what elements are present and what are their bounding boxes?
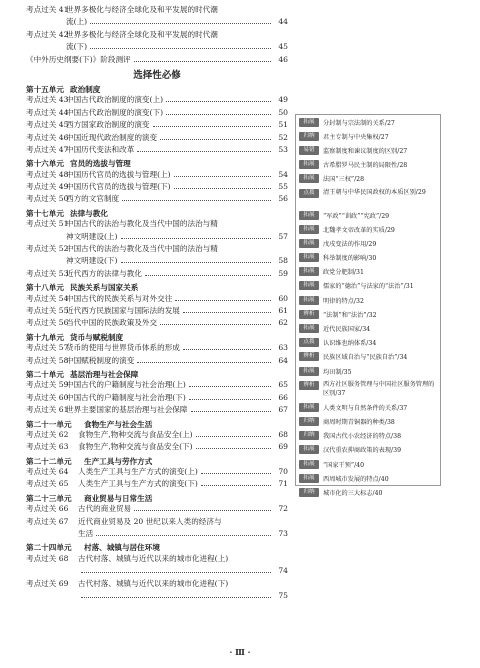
sidebar-item[interactable]: [296, 336, 440, 350]
sidebar-item[interactable]: [296, 429, 440, 443]
sidebar-item[interactable]: [296, 457, 440, 471]
item-text: 清王朝与中华民国政权的本质区别/29: [323, 188, 426, 196]
item-text: 城市化的三大标志/40: [323, 489, 383, 497]
entry-page: 54: [278, 169, 288, 179]
entry-title: 古代村落、城镇与近代以来的城市化进程(下): [78, 578, 229, 588]
sidebar-item[interactable]: [296, 443, 440, 457]
toc-entry[interactable]: [26, 406, 288, 418]
unit-number: 第十八单元: [26, 283, 64, 293]
entry-title: 人类生产工具与生产方式的演变(下): [78, 479, 198, 489]
item-tag: 拓展: [299, 460, 319, 469]
dot-leader: [160, 324, 271, 325]
entry-code: 考点过关 63: [26, 442, 69, 452]
unit-title: 官员的选拔与管理: [70, 159, 131, 169]
dot-leader: [189, 386, 271, 387]
item-tag: 拓展: [299, 445, 319, 454]
entry-code: 考点过关 49: [26, 182, 69, 192]
entry-title: 神文明建设(上): [66, 231, 118, 241]
toc-entry[interactable]: [26, 530, 288, 542]
entry-page: 50: [278, 107, 288, 117]
unit-number: 第二十三单元: [26, 493, 72, 503]
entry-page: 71: [278, 479, 288, 489]
entry-page: 45: [278, 42, 288, 52]
unit-title: 生产工具与劳作方式: [84, 456, 153, 466]
item-tag: 点拨: [299, 338, 319, 347]
entry-page: 46: [278, 54, 288, 64]
entry-title: 古代的商业贸易: [78, 504, 132, 514]
unit-title: 法律与教化: [70, 208, 108, 218]
item-text: 汉代重农抑商政策的表现/39: [323, 447, 402, 455]
toc-entry[interactable]: [26, 195, 288, 207]
entry-title: 中国赋税制度的演变: [66, 355, 135, 365]
sidebar-item[interactable]: [296, 265, 440, 279]
entry-code: 考点过关 59: [26, 380, 69, 390]
dot-leader: [160, 139, 271, 140]
item-text: 君主专制与中央集权/27: [323, 133, 389, 141]
entry-page: 56: [278, 194, 288, 204]
item-tag: 拓展: [299, 267, 319, 276]
sidebar-item[interactable]: [296, 364, 440, 378]
dot-leader: [134, 61, 271, 62]
entry-title: 中国古代政治制度的演变(上): [66, 95, 164, 105]
sidebar-item[interactable]: [296, 208, 440, 222]
unit-title: 村落、城镇与居住环境: [84, 543, 160, 553]
toc-entry[interactable]: [26, 220, 288, 232]
unit-title: 商业贸易与日常生活: [84, 493, 153, 503]
entry-page: 68: [278, 429, 288, 439]
item-text: 监察制度和谏议制度的区别/27: [323, 147, 408, 155]
dot-leader: [174, 188, 271, 189]
sidebar-item[interactable]: [296, 378, 440, 400]
entry-code: 考点过关 62: [26, 429, 69, 439]
sidebar-box: [295, 114, 441, 497]
unit-number: 第十七单元: [26, 208, 64, 218]
unit-number: 第二十四单元: [26, 543, 72, 553]
entry-title: 中国近现代政治制度的演变: [66, 132, 158, 142]
item-text: 人类文明与自然条件的关系/37: [323, 404, 408, 412]
entry-page: 59: [278, 268, 288, 278]
entry-code: 考点过关 65: [26, 479, 69, 489]
entry-title: 西方的文官制度: [66, 194, 120, 204]
unit-title: 货币与赋税制度: [70, 332, 124, 342]
entry-title: 食物生产,物种交流与食品安全(上): [78, 429, 193, 439]
sidebar-item[interactable]: [296, 279, 440, 293]
item-text: 明律的特点/32: [323, 297, 364, 305]
entry-title: 神文明建设(下): [66, 256, 118, 266]
unit-title: 政治制度: [70, 84, 101, 94]
item-text: 西方社区服务管理与中国社区服务管理的区别/37: [323, 381, 435, 398]
item-tag: 拓展: [299, 239, 319, 248]
dot-leader: [183, 349, 271, 350]
unit-heading: [26, 542, 288, 554]
sidebar-item[interactable]: [296, 115, 440, 129]
entry-title: 货币的使用与世界货币体系的形成: [66, 343, 180, 353]
sidebar-item[interactable]: [296, 186, 440, 208]
entry-code: 考点过关 64: [26, 467, 69, 477]
toc-entry[interactable]: [26, 270, 288, 282]
entry-title: 中国古代的户籍制度与社会治理(上): [66, 380, 186, 390]
entry-code: 考点过关 55: [26, 305, 69, 315]
entry-title: 中国古代的法治与教化及当代中国的法治与精: [66, 219, 218, 229]
item-text: 古希腊罗马民主制的局限性/28: [323, 162, 408, 170]
entry-title: 流(下): [66, 42, 88, 52]
entry-title: 古代村落、城镇与近代以来的城市化进程(上): [78, 553, 229, 563]
item-text: 我国古代小农经济的特点/38: [323, 433, 402, 441]
unit-number: 第二十一单元: [26, 419, 72, 429]
section-title: 选择性必修: [133, 69, 181, 81]
dot-leader: [196, 448, 271, 449]
toc-entry[interactable]: [26, 319, 288, 331]
dot-leader: [166, 114, 271, 115]
sidebar-item[interactable]: [296, 143, 440, 157]
item-tag: 辨析: [299, 352, 319, 361]
unit-title: 食物生产与社会生活: [84, 419, 153, 429]
unit-number: 第二十单元: [26, 369, 64, 379]
toc-entry[interactable]: [26, 257, 288, 269]
unit-number: 第十九单元: [26, 332, 64, 342]
toc-entry[interactable]: [26, 344, 288, 356]
entry-title: 当代中国的民族政策及外交: [66, 318, 158, 328]
entry-page: 63: [278, 343, 288, 353]
dot-leader: [90, 23, 271, 24]
entry-title: 中国历代官员的选拔与管理(上): [66, 169, 171, 179]
item-tag: 拓展: [299, 160, 319, 169]
toc-entry[interactable]: [26, 56, 288, 68]
dot-leader: [90, 48, 271, 49]
entry-code: 考点过关 52: [26, 244, 69, 254]
toc-entry[interactable]: [26, 96, 288, 108]
item-tag: 归纳: [299, 431, 319, 440]
item-tag: 归纳: [299, 132, 319, 141]
entry-page: 60: [278, 293, 288, 303]
unit-number: 第十六单元: [26, 159, 64, 169]
entry-page: 65: [278, 380, 288, 390]
entry-code: 考点过关 54: [26, 293, 69, 303]
unit-title: 基层治理与社会保障: [70, 369, 139, 379]
entry-title: 中国古代政治制度的演变(下): [66, 107, 164, 117]
item-text: 分封制与宗法制的关系/27: [323, 119, 395, 127]
entry-title: 食物生产,物种交流与食品安全(下): [78, 442, 193, 452]
entry-page: 62: [278, 318, 288, 328]
entry-title: 流(上): [66, 17, 88, 27]
entry-page: 74: [278, 566, 288, 576]
item-tag: 拓展: [299, 403, 319, 412]
entry-code: 考点过关 66: [26, 504, 69, 514]
entry-code: 考点过关 69: [26, 578, 69, 588]
dot-leader: [81, 572, 271, 573]
sidebar-item[interactable]: [296, 400, 440, 414]
item-text: 戊戌变法的作用/29: [323, 240, 377, 248]
sidebar-item[interactable]: [296, 321, 440, 335]
sidebar-item[interactable]: [296, 293, 440, 307]
item-text: “军政”“训政”“宪政”/29: [323, 212, 390, 220]
entry-code: 考点过关 48: [26, 169, 69, 179]
toc-entry[interactable]: [26, 555, 288, 567]
entry-title: 生活: [78, 529, 94, 539]
entry-code: 考点过关 46: [26, 132, 69, 142]
toc-entry[interactable]: [26, 18, 288, 30]
toc-entry[interactable]: [26, 146, 288, 158]
sidebar-item[interactable]: [296, 172, 440, 186]
dot-leader: [134, 510, 271, 511]
sidebar-item[interactable]: [296, 236, 440, 250]
toc-entry[interactable]: [26, 381, 288, 393]
entry-title: 中国历代变法和改革: [66, 144, 135, 154]
dot-leader: [121, 238, 272, 239]
item-tag: 拓展: [299, 118, 319, 127]
item-tag: 拓展: [299, 324, 319, 333]
entry-title: 近代商业贸易及 20 世纪以来人类的经济与: [78, 516, 222, 526]
dot-leader: [137, 151, 271, 152]
item-text: 均田制/35: [323, 368, 352, 376]
entry-code: 考点过关 58: [26, 355, 69, 365]
toc-entry[interactable]: [26, 567, 288, 579]
entry-page: 53: [278, 144, 288, 154]
entry-title: 中国古代的民族关系与对外交往: [66, 293, 173, 303]
entry-code: 考点过关 57: [26, 343, 69, 353]
item-tag: 拓展: [299, 225, 319, 234]
entry-title: 近代西方民族国家与国际法的发展: [66, 305, 180, 315]
item-tag: 拓展: [299, 296, 319, 305]
entry-title: 世界多极化与经济全球化及和平发展的时代潮: [66, 5, 218, 14]
entry-title: 中国古代的法治与教化及当代中国的法治与精: [66, 244, 218, 254]
item-text: 认识维也纳体系/34: [323, 340, 377, 348]
entry-code: 考点过关 53: [26, 268, 69, 278]
item-tag: 点拨: [299, 189, 319, 198]
sidebar-item[interactable]: [296, 350, 440, 364]
item-tag: 辨析: [299, 381, 319, 390]
sidebar-item[interactable]: [296, 251, 440, 265]
sidebar-item[interactable]: [296, 222, 440, 236]
dot-leader: [201, 485, 271, 486]
unit-heading: [26, 282, 288, 294]
toc-entry[interactable]: [26, 357, 288, 369]
sidebar-item[interactable]: [296, 158, 440, 172]
toc-entry[interactable]: [26, 580, 288, 592]
entry-page: 52: [278, 132, 288, 142]
dot-leader: [189, 399, 271, 400]
entry-page: 66: [278, 392, 288, 402]
sidebar-item[interactable]: [296, 307, 440, 321]
dot-leader: [183, 312, 271, 313]
item-tag: 易错: [299, 146, 319, 155]
item-tag: 拓展: [299, 211, 319, 220]
dot-leader: [196, 436, 271, 437]
entry-code: 考点过关 56: [26, 318, 69, 328]
entry-code: 考点过关 60: [26, 392, 69, 402]
item-tag: 拓展: [299, 174, 319, 183]
dot-leader: [137, 362, 271, 363]
sidebar-item[interactable]: [296, 129, 440, 143]
item-tag: 拓展: [299, 253, 319, 262]
item-text: 西周城市发展的特点/40: [323, 475, 389, 483]
sidebar-item[interactable]: [296, 414, 440, 428]
item-tag: 拓展: [299, 474, 319, 483]
item-text: 政党分肥制/31: [323, 269, 364, 277]
dot-leader: [122, 200, 271, 201]
toc-entry[interactable]: [26, 443, 288, 455]
item-text: 近代民族国家/34: [323, 326, 371, 334]
item-tag: 拓展: [299, 281, 319, 290]
page-number: · Ⅲ ·: [229, 647, 251, 657]
sidebar-item[interactable]: [296, 485, 440, 499]
entry-page: 49: [278, 95, 288, 105]
toc-entry[interactable]: [26, 518, 288, 530]
entry-page: 75: [278, 590, 288, 600]
entry-title: 《中外历史纲要(下)》阶段测评: [26, 54, 131, 64]
toc-entry[interactable]: [26, 121, 288, 133]
dot-leader: [153, 126, 271, 127]
item-text: 北魏孝文帝改革的实质/29: [323, 226, 395, 234]
entry-title: 中国历代官员的选拔与管理(下): [66, 182, 171, 192]
item-text: 儒家的“德治”与法家的“法治”/31: [323, 283, 414, 291]
unit-heading: [26, 158, 288, 170]
toc-entry[interactable]: [26, 480, 288, 492]
entry-page: 58: [278, 256, 288, 266]
entry-code: 考点过关 68: [26, 553, 69, 563]
item-tag: 归纳: [299, 417, 319, 426]
entry-page: 55: [278, 182, 288, 192]
item-tag: 辨析: [299, 310, 319, 319]
dot-leader: [174, 176, 271, 177]
entry-page: 73: [278, 529, 288, 539]
entry-code: 考点过关 61: [26, 405, 69, 415]
toc-entry[interactable]: [26, 505, 288, 517]
unit-number: 第十五单元: [26, 84, 64, 94]
entry-code: 考点过关 41: [26, 5, 69, 14]
entry-code: 考点过关 42: [26, 29, 69, 39]
item-text: “法制”和“法治”/32: [323, 311, 377, 319]
unit-number: 第二十二单元: [26, 456, 72, 466]
entry-page: 57: [278, 231, 288, 241]
entry-page: 61: [278, 305, 288, 315]
item-text: 民族区域自治与“民族自治”/34: [323, 354, 408, 362]
entry-code: 考点过关 45: [26, 120, 69, 130]
toc-entry[interactable]: [26, 43, 288, 55]
entry-title: 人类生产工具与生产方式的演变(上): [78, 467, 198, 477]
entry-page: 44: [278, 17, 288, 27]
dot-leader: [201, 473, 271, 474]
dot-leader: [121, 262, 272, 263]
unit-title: 民族关系与国家关系: [70, 283, 139, 293]
dot-leader: [166, 101, 271, 102]
item-tag: 拓展: [299, 367, 319, 376]
entry-page: 67: [278, 405, 288, 415]
entry-page: 69: [278, 442, 288, 452]
entry-page: 70: [278, 467, 288, 477]
entry-page: 72: [278, 504, 288, 514]
entry-code: 考点过关 43: [26, 95, 69, 105]
dot-leader: [96, 535, 271, 536]
entry-code: 考点过关 51: [26, 219, 69, 229]
sidebar-item[interactable]: [296, 471, 440, 485]
entry-code: 考点过关 47: [26, 144, 69, 154]
dot-leader: [81, 597, 271, 598]
item-text: 科举制度的影响/30: [323, 255, 377, 263]
entry-title: 世界多极化与经济全球化及和平发展的时代潮: [66, 29, 218, 39]
dot-leader: [175, 300, 271, 301]
item-text: 法国“三权”/28: [323, 176, 365, 184]
entry-page: 64: [278, 355, 288, 365]
entry-page: 51: [278, 120, 288, 130]
entry-title: 中国古代的户籍制度与社会治理(下): [66, 392, 186, 402]
item-tag: 归纳: [299, 488, 319, 497]
entry-code: 考点过关 67: [26, 516, 69, 526]
dot-leader: [145, 275, 271, 276]
entry-title: 近代西方的法律与教化: [66, 268, 142, 278]
entry-code: 考点过关 44: [26, 107, 69, 117]
toc-entry[interactable]: [26, 592, 288, 604]
dot-leader: [191, 411, 272, 412]
entry-code: 考点过关 50: [26, 194, 69, 204]
entry-title: 西方国家政治制度的演变: [66, 120, 150, 130]
item-text: “国家干预”/40: [323, 461, 365, 469]
item-text: 商周时期青铜器的种类/38: [323, 418, 395, 426]
entry-title: 世界主要国家的基层治理与社会保障: [66, 405, 188, 415]
toc-left-column: [26, 6, 288, 604]
